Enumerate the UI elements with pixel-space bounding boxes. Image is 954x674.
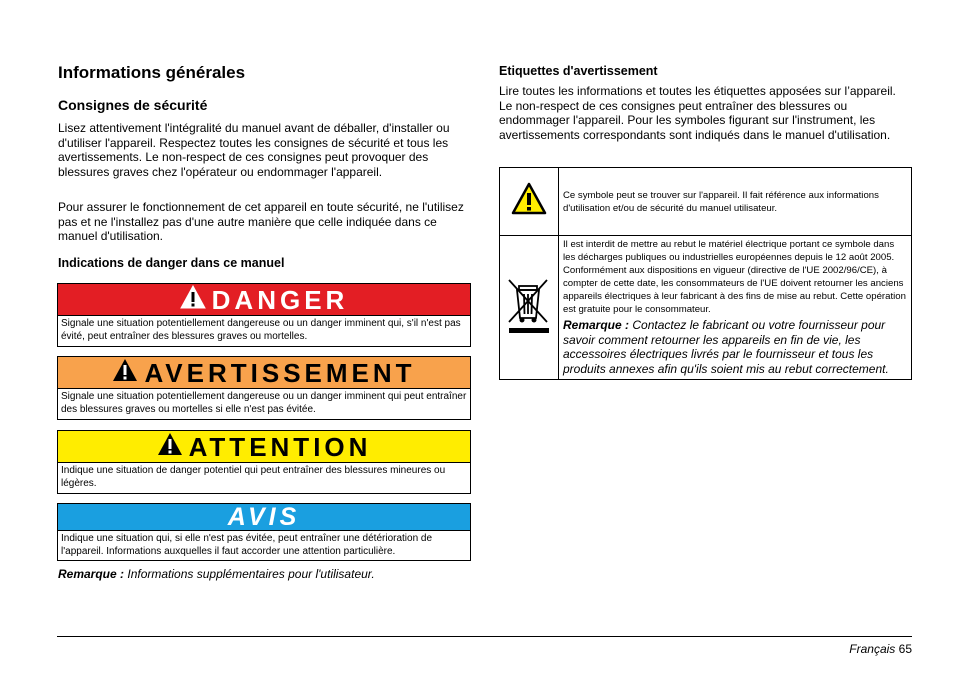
label-row-2-note-text: Contactez le fabricant ou votre fournisseur pour savoir comment retourner les appareils en fin de vie, les accessoires électriques livrés par le fournisseur et tous les produits annexes afin qu'ils soient mis au rebut correctement. [563, 318, 889, 376]
notice-text: Indique une situation qui, si elle n'est pas évitée, peut entraîner une détérioration de l'appareil. Informations auxquelles il faut accorder une attention particulière. [61, 533, 433, 557]
label-row-2-text: Il est interdit de mettre au rebut le matériel électrique portant ce symbole dans les décharges publiques ou industrielles européennes depuis le 12 août 2005. Conformément aux dispositions en vigueur (directive de l'UE 2002/96/CE), à compter de cette date, les consommateurs de l'UE doivent retourner les anciens appareils électriques à leur fabricant à des fins de mise au rebut. Cette opération est gratuite pour le consommateur. [563, 239, 906, 315]
label-symbol-cell-2 [500, 236, 559, 380]
notice-box [57, 503, 471, 561]
labels-heading: Etiquettes d'avertissement [499, 64, 658, 78]
caution-box [57, 430, 471, 494]
warning-band [58, 357, 470, 389]
footer-page-number: 65 [898, 642, 912, 656]
left-note [58, 567, 375, 582]
label-row-warning [500, 168, 912, 236]
left-note-text: Informations supplémentaires pour l'utilisateur. [127, 567, 375, 581]
caution-text: Indique une situation de danger potentiel qui peut entraîner des blessures mineures ou légères. [61, 465, 446, 489]
footer-language: Français [849, 642, 896, 656]
page-title: Informations générales [58, 63, 246, 82]
label-row-2-note-label: Remarque : [563, 318, 630, 332]
safety-heading: Consignes de sécurité [58, 97, 208, 113]
footer-rule [57, 636, 912, 637]
danger-warning-icon [180, 285, 206, 314]
safety-paragraph-2: Pour assurer le fonctionnement de cet appareil en toute sécurité, ne l'utilisez pas et ne l'installez pas d'une autre manière que celle indiquée dans ce manuel d'utilisation. [58, 200, 464, 244]
label-row-2-note [563, 318, 907, 376]
danger-text: Signale une situation potentiellement dangereuse ou un danger imminent qui, s'il n'est pas évité, peut entraîner des blessures graves ou mortelles. [61, 318, 461, 342]
labels-table [499, 167, 912, 380]
caution-signal-icon [157, 432, 183, 461]
warning-text: Signale une situation potentiellement dangereuse ou un danger imminent qui peut entraîner des blessures graves ou mortelles si elle n'est pas évitée. [61, 391, 467, 415]
label-row-weee [500, 236, 912, 380]
danger-box [57, 283, 471, 347]
warning-signal-icon [112, 358, 138, 387]
weee-crossed-bin-icon [505, 323, 553, 340]
safety-paragraph-1: Lisez attentivement l'intégralité du manuel avant de déballer, d'installer ou d'utiliser l'appareil. Respectez toutes les consignes de sécurité et tous les avertissements. Le non-respect de ces consignes peut provoquer des blessures graves chez l'opérateur ou endommager l'appareil. [58, 121, 450, 179]
labels-paragraph: Lire toutes les informations et toutes les étiquettes apposées sur l’appareil. Le non-respect de ces consignes peut entraîner des blessures ou endommager l'appareil. Pour les symboles figurant sur l'instrument, les avertissements correspondants sont indiqués dans le manuel d'utilisation. [499, 84, 896, 142]
warning-box [57, 356, 471, 420]
notice-band [58, 504, 470, 531]
caution-band [58, 431, 470, 463]
label-row-1-text: Ce symbole peut se trouver sur l'appareil. Il fait référence aux informations d'utilisation et/ou de sécurité du manuel utilisateur. [559, 168, 912, 236]
danger-word: DANGER [211, 284, 349, 315]
label-symbol-cell [500, 168, 559, 236]
danger-band [58, 284, 470, 316]
label-row-2-cell [559, 236, 912, 380]
warning-triangle-icon [511, 203, 547, 220]
left-note-label: Remarque : [58, 567, 125, 581]
caution-word: ATTENTION [188, 431, 372, 462]
page-footer [849, 642, 912, 656]
danger-heading: Indications de danger dans ce manuel [58, 256, 285, 270]
warning-word: AVERTISSEMENT [144, 357, 416, 388]
notice-word: AVIS [227, 502, 301, 531]
